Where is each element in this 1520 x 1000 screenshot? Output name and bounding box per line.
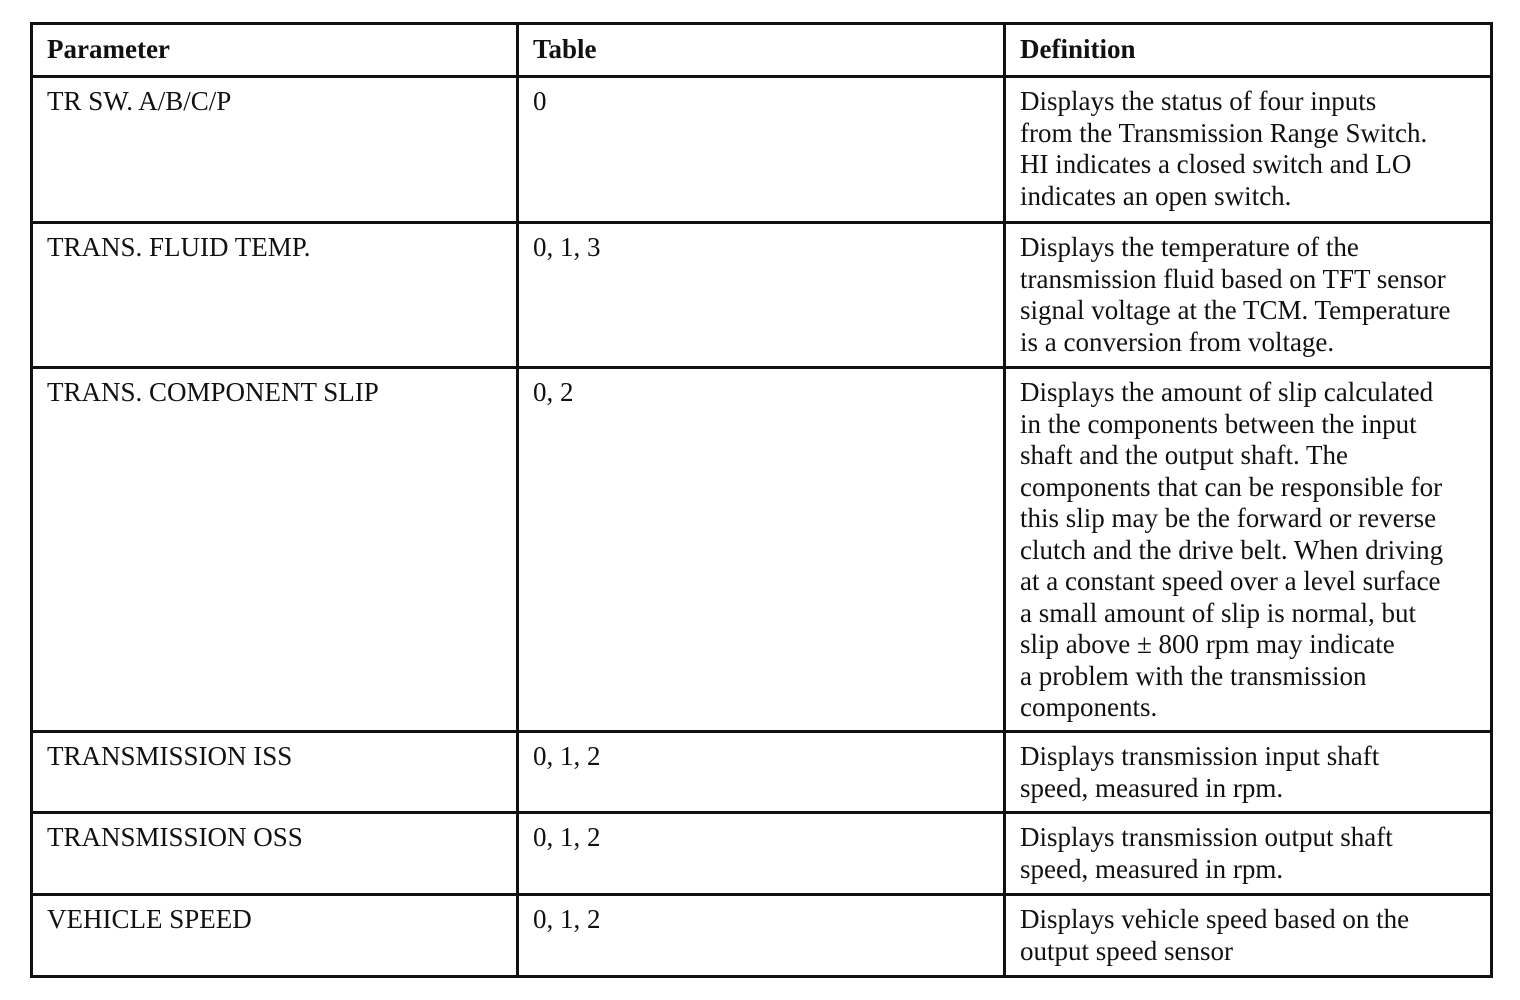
table-cell: 0, 1, 2 (518, 732, 1005, 813)
table-row (32, 813, 1492, 895)
header-definition: Definition (1005, 24, 1492, 77)
table-row (32, 732, 1492, 813)
table-row (32, 368, 1492, 732)
table-header-row (32, 24, 1492, 77)
parameter-cell: TRANSMISSION ISS (32, 732, 518, 813)
table-cell: 0 (518, 77, 1005, 223)
table-row (32, 77, 1492, 223)
table-cell: 0, 1, 3 (518, 223, 1005, 368)
definition-cell: Displays transmission output shaft speed, measured in rpm. (1005, 813, 1492, 895)
definition-cell: Displays the status of four inputs from the Transmission Range Switch. HI indicates a closed switch and LO indicates an open switch. (1005, 77, 1492, 223)
table-row (32, 223, 1492, 368)
parameter-cell: TRANS. COMPONENT SLIP (32, 368, 518, 732)
parameter-cell: VEHICLE SPEED (32, 895, 518, 977)
definition-cell: Displays the temperature of the transmission fluid based on TFT sensor signal voltage at the TCM. Temperature is a conversion from voltage. (1005, 223, 1492, 368)
table-cell: 0, 2 (518, 368, 1005, 732)
table-cell: 0, 1, 2 (518, 895, 1005, 977)
definition-cell: Displays the amount of slip calculated in the components between the input shaft and the output shaft. The components that can be responsible for this slip may be the forward or reverse clutch and the drive belt. When driving at a constant speed over a level surface a small amount of slip is normal, but slip above ± 800 rpm may indicate a problem with the transmission components. (1005, 368, 1492, 732)
table-row (32, 895, 1492, 977)
table-cell: 0, 1, 2 (518, 813, 1005, 895)
header-parameter: Parameter (32, 24, 518, 77)
definition-cell: Displays transmission input shaft speed, measured in rpm. (1005, 732, 1492, 813)
parameter-cell: TRANS. FLUID TEMP. (32, 223, 518, 368)
header-table: Table (518, 24, 1005, 77)
parameter-cell: TR SW. A/B/C/P (32, 77, 518, 223)
parameter-table (30, 22, 1493, 978)
parameter-cell: TRANSMISSION OSS (32, 813, 518, 895)
definition-cell: Displays vehicle speed based on the output speed sensor (1005, 895, 1492, 977)
